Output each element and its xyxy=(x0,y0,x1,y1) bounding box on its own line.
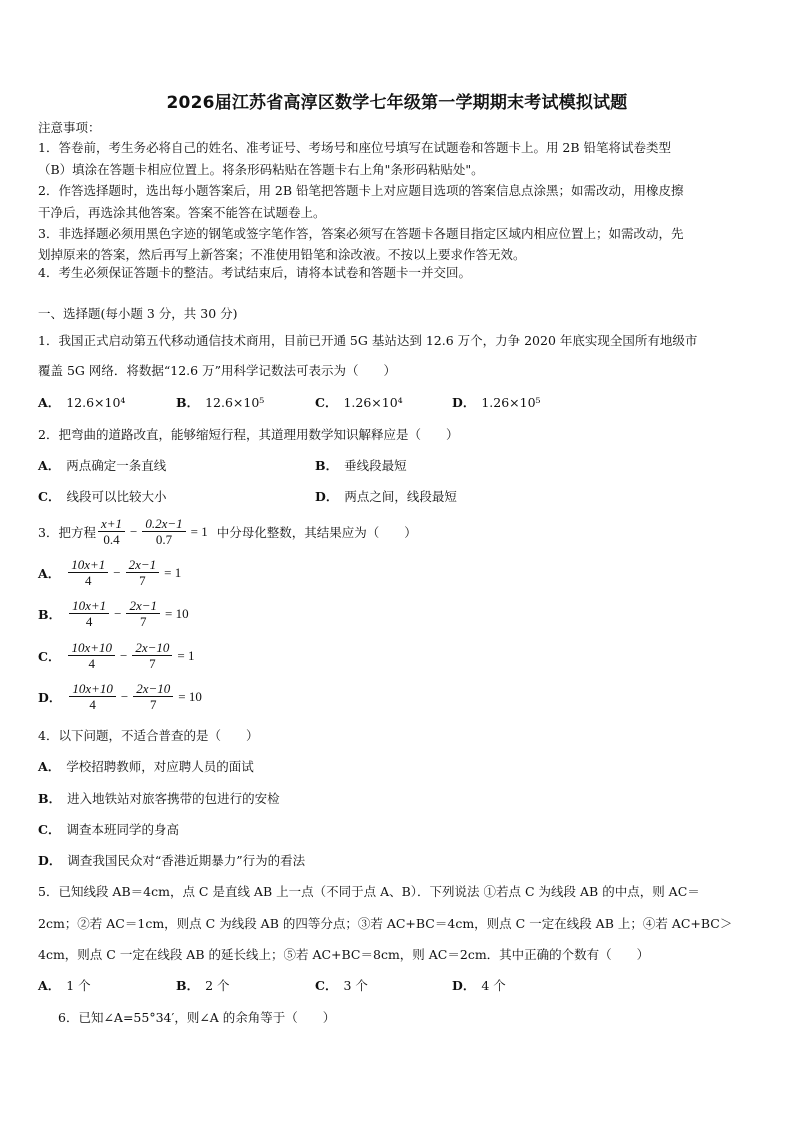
q5-option-c[interactable]: C． 3 个 xyxy=(315,978,368,993)
q5-line-2: 2cm；②若 AC＝1cm，则点 C 为线段 AB 的四等分点；③若 AC+BC＝4cm，则点 C 一定在线段 AB 上；④若 AC+BC＞ xyxy=(38,916,733,931)
notice-line-6: 划掉原来的答案，然后再写上新答案；不准使用铅笔和涂改液。不按以上要求作答无效。 xyxy=(38,247,526,262)
notice-line-4: 干净后，再选涂其他答案。答案不能答在试题卷上。 xyxy=(38,205,326,220)
q2-option-b[interactable]: B． 垂线段最短 xyxy=(315,458,407,473)
notice-heading: 注意事项： xyxy=(38,120,101,135)
q5-line-3: 4cm，则点 C 一定在线段 AB 的延长线上；⑤若 AC+BC＝8cm，则 AC＝2cm．其中正确的个数有（ ） xyxy=(38,947,650,962)
q4-option-d[interactable]: D． 调查我国民众对“香港近期暴力”行为的看法 xyxy=(38,853,306,868)
notice-line-7: 4．考生必须保证答题卡的整洁。考试结束后，请将本试卷和答题卡一并交回。 xyxy=(38,265,471,280)
q5-option-b[interactable]: B． 2 个 xyxy=(176,978,230,993)
q4-stem: 4．以下问题，不适合普查的是（ ） xyxy=(38,728,259,743)
q1-option-c[interactable]: C． 1.26×10⁴ xyxy=(315,395,403,410)
q4-option-b[interactable]: B． 进入地铁站对旅客携带的包进行的安检 xyxy=(38,791,280,806)
q3-fraction-2: $\frac{0.2x-1}{0.7}$ xyxy=(142,516,185,547)
q2-stem: 2．把弯曲的道路改直，能够缩短行程，其道理用数学知识解释应是（ ） xyxy=(38,427,459,442)
q2-option-a[interactable]: A． 两点确定一条直线 xyxy=(38,458,167,473)
q1-line-1: 1．我国正式启动第五代移动通信技术商用，目前已开通 5G 基站达到 12.6 万个，力争 2020 年底实现全国所有地级市 xyxy=(38,333,698,348)
q4-option-a[interactable]: A． 学校招聘教师，对应聘人员的面试 xyxy=(38,759,254,774)
notice-line-5: 3．非选择题必须用黑色字迹的钢笔或签字笔作答，答案必须写在答题卡各题目指定区域内相应位置上；如需改动，先 xyxy=(38,226,684,241)
q5-option-d[interactable]: D． 4 个 xyxy=(452,978,506,993)
q2-option-d[interactable]: D． 两点之间，线段最短 xyxy=(315,489,457,504)
q3-suffix: 中分母化整数，其结果应为（ ） xyxy=(216,524,417,540)
q3-prefix: 3．把方程 xyxy=(38,524,96,540)
q3-option-a[interactable]: A． $\frac{10x+1}{4}$ − $\frac{2x-1}{7}$ = 1 xyxy=(38,557,182,588)
q5-option-a[interactable]: A． 1 个 xyxy=(38,978,91,993)
q4-option-c[interactable]: C． 调查本班同学的身高 xyxy=(38,822,179,837)
q1-option-b[interactable]: B． 12.6×10⁵ xyxy=(176,395,265,410)
q3-stem: 3．把方程 $\frac{x+1}{0.4}$ − $\frac{0.2x-1}{0.7}$ = 1 中分母化整数，其结果应为（ ） xyxy=(38,516,417,547)
section-heading: 一、选择题(每小题 3 分，共 30 分) xyxy=(38,306,238,321)
notice-line-1: 1．答卷前，考生务必将自己的姓名、准考证号、考场号和座位号填写在试题卷和答题卡上。用 2B 铅笔将试卷类型 xyxy=(38,140,672,155)
q6-stem: 6．已知∠A=55°34′，则∠A 的余角等于（ ） xyxy=(58,1010,336,1025)
q3-option-b[interactable]: B． $\frac{10x+1}{4}$ − $\frac{2x-1}{7}$ = 10 xyxy=(38,598,189,629)
q2-option-c[interactable]: C． 线段可以比较大小 xyxy=(38,489,167,504)
q1-option-d[interactable]: D． 1.26×10⁵ xyxy=(452,395,541,410)
q1-option-a[interactable]: A． 12.6×10⁴ xyxy=(38,395,126,410)
page-title: 2026届江苏省高淳区数学七年级第一学期期末考试模拟试题 xyxy=(166,93,628,113)
q3-fraction-1: $\frac{x+1}{0.4}$ xyxy=(98,516,125,547)
notice-line-2: （B）填涂在答题卡相应位置上。将条形码粘贴在答题卡右上角"条形码粘贴处"。 xyxy=(38,162,484,177)
q5-line-1: 5．已知线段 AB＝4cm，点 C 是直线 AB 上一点（不同于点 A、B）．下列说法 ①若点 C 为线段 AB 的中点，则 AC＝ xyxy=(38,884,700,899)
q3-option-c[interactable]: C． $\frac{10x+10}{4}$ − $\frac{2x-10}{7}$ = 1 xyxy=(38,640,195,671)
notice-line-3: 2．作答选择题时，选出每小题答案后，用 2B 铅笔把答题卡上对应题目选项的答案信息点涂黑；如需改动，用橡皮擦 xyxy=(38,183,684,198)
q3-option-d[interactable]: D． $\frac{10x+10}{4}$ − $\frac{2x-10}{7}$ = 10 xyxy=(38,681,202,712)
q1-line-2: 覆盖 5G 网络．将数据“12.6 万”用科学记数法可表示为（ ） xyxy=(38,363,396,378)
